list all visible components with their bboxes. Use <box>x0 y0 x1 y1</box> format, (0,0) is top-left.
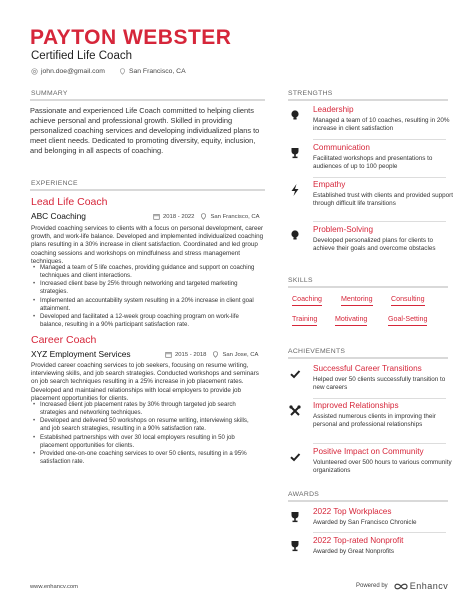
resume-name: PAYTON WEBSTER <box>30 26 232 49</box>
achievement-desc: Volunteered over 500 hours to various community organizations <box>313 459 452 475</box>
job-company: ABC Coaching <box>31 211 86 221</box>
summary-heading: SUMMARY <box>31 90 68 97</box>
job-description: Provided coaching services to clients with a focus on personal development, career growth, and work-life balance. Developed and implemented individualized coaching plans resulting in a 30% increase in client satisfaction. Coordinated and led group coaching sessions and workshops on mindfulness and stress management techniques. <box>31 225 264 265</box>
lightbulb-icon <box>288 228 302 242</box>
email-item <box>31 68 105 75</box>
trophy-icon <box>288 539 302 553</box>
award-desc: Awarded by San Francisco Chronicle <box>313 519 417 526</box>
job-company: XYZ Employment Services <box>31 349 131 359</box>
checkmark-circle-icon <box>288 367 302 381</box>
brand-logo[interactable] <box>394 581 449 591</box>
job-bullet: • Developed and facilitated a 12-week group coaching program on work-life balance, resulting in a 90% participant satisfaction rate. <box>31 313 257 329</box>
job-bullet: • Established partnerships with over 30 local employers resulting in 50 job placement opportunities for clients. <box>31 434 257 450</box>
job-description: Provided career coaching services to job seekers, focusing on resume writing, interviewing skills, and job search strategies. Conducted workshops and seminars on job search techniques resulting in a 25% increase in job placement rates. Developed and maintained relationships with local employers to provide job placement opportunities for clients. <box>31 362 259 402</box>
awards-heading: AWARDS <box>288 491 320 498</box>
job-bullet: • Implemented an accountability system resulting in a 20% increase in client goal attainment. <box>31 297 257 313</box>
strength-desc: Established trust with clients and provided support through difficult life transitions <box>313 192 454 208</box>
experience-divider <box>30 189 265 191</box>
achievement-divider <box>313 398 446 399</box>
skills-divider <box>288 286 448 288</box>
award-title: 2022 Top-rated Nonprofit <box>313 536 404 545</box>
strength-desc: Developed personalized plans for clients to achieve their goals and overcome obstacles <box>313 237 436 253</box>
strength-title: Empathy <box>313 180 346 189</box>
achievement-title: Improved Relationships <box>313 401 399 410</box>
calendar-icon <box>165 351 172 358</box>
footer-powered <box>356 581 448 591</box>
brand-name: Enhancv <box>409 581 449 591</box>
job-title: Lead Life Coach <box>31 196 108 208</box>
contact-row <box>31 68 186 75</box>
job-title: Career Coach <box>31 334 97 346</box>
lightbulb-icon <box>288 108 302 122</box>
strength-title: Leadership <box>313 105 354 114</box>
job-bullet: • Provided one-on-one coaching services to over 50 clients, resulting in a 95% satisfaction rate. <box>31 450 257 466</box>
enhancv-logo-icon <box>394 582 408 591</box>
job-bullet: • Managed a team of 5 life coaches, providing guidance and support on coaching techniques and client interactions. <box>31 264 257 280</box>
job-bullet: • Developed and delivered 50 workshops on resume writing, interviewing skills, and job search strategies, resulting in a 90% satisfaction rate. <box>31 417 257 433</box>
job-bullets <box>31 401 257 467</box>
trophy-icon <box>288 510 302 524</box>
awards-divider <box>288 500 448 502</box>
job-bullet: • Increased client job placement rates by 30% through targeted job search strategies and networking techniques. <box>31 401 257 417</box>
job-meta <box>153 213 260 220</box>
resume-title: Certified Life Coach <box>31 50 132 62</box>
achievements-heading: ACHIEVEMENTS <box>288 348 346 355</box>
achievement-desc: Assisted numerous clients in improving their personal and professional relationships <box>313 413 436 429</box>
location-pin-icon <box>200 213 207 220</box>
location-item <box>119 68 186 75</box>
achievement-title: Successful Career Transitions <box>313 364 422 373</box>
strengths-divider <box>288 99 448 101</box>
skill-tag: Coaching <box>292 295 322 306</box>
award-desc: Awarded by Great Nonprofits <box>313 548 395 555</box>
summary-divider <box>30 99 265 101</box>
job-location: San Francisco, CA <box>200 213 259 220</box>
job-meta <box>165 351 258 358</box>
strengths-heading: STRENGTHS <box>288 90 333 97</box>
strength-title: Problem-Solving <box>313 225 374 234</box>
lightning-icon <box>288 183 302 197</box>
award-divider <box>313 532 446 533</box>
location-pin-icon <box>119 68 126 75</box>
award-title: 2022 Top Workplaces <box>313 507 392 516</box>
skill-tag: Motivating <box>335 315 367 326</box>
achievement-divider <box>313 443 446 444</box>
summary-text: Passionate and experienced Life Coach committed to helping clients achieve personal and professional growth. Skilled in providing personalized coaching services and developing individualized plans to meet client needs. Dedicated to promoting diversity, equity, inclusion, and belonging in all aspects of coaching. <box>30 106 260 155</box>
strength-divider <box>313 177 446 178</box>
achievement-desc: Helped over 50 clients successfully transition to new careers <box>313 376 446 392</box>
tools-icon <box>288 404 302 418</box>
achievements-divider <box>288 357 448 359</box>
footer-website[interactable]: www.enhancv.com <box>30 584 78 590</box>
strength-divider <box>313 221 446 222</box>
location-pin-icon <box>212 351 219 358</box>
job-bullet: • Increased client base by 25% through networking and targeted marketing strategies. <box>31 280 257 296</box>
at-icon <box>31 68 38 75</box>
job-location: San Jose, CA <box>212 351 258 358</box>
strength-title: Communication <box>313 143 370 152</box>
email-text[interactable]: john.doe@gmail.com <box>41 68 105 75</box>
checkmark-circle-icon <box>288 450 302 464</box>
skill-tag: Goal-Setting <box>388 315 427 326</box>
job-bullets <box>31 264 257 330</box>
job-dates: 2015 - 2018 <box>165 351 206 358</box>
skill-tag: Training <box>292 315 317 326</box>
location-text: San Francisco, CA <box>128 68 186 75</box>
trophy-icon <box>288 146 302 160</box>
skills-heading: SKILLS <box>288 277 313 284</box>
experience-heading: EXPERIENCE <box>31 180 78 187</box>
achievement-title: Positive Impact on Community <box>313 447 424 456</box>
skill-tag: Mentoring <box>341 295 373 306</box>
strength-divider <box>313 139 446 140</box>
strength-desc: Facilitated workshops and presentations to audiences of up to 100 people <box>313 155 433 171</box>
calendar-icon <box>153 213 160 220</box>
strength-desc: Managed a team of 10 coaches, resulting in 20% increase in client satisfaction <box>313 117 450 133</box>
job-dates: 2018 - 2022 <box>153 213 194 220</box>
skill-tag: Consulting <box>391 295 425 306</box>
powered-by-label: Powered by <box>356 583 388 589</box>
